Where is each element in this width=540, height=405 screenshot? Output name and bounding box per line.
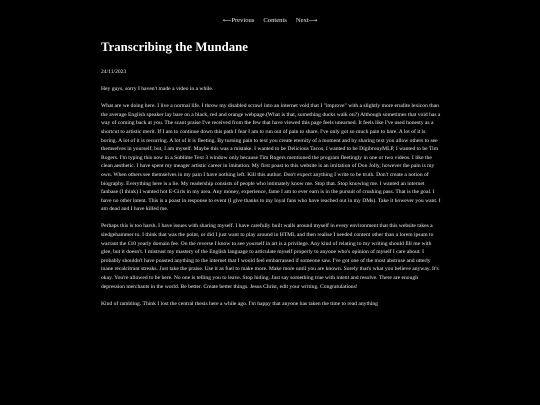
paragraph-closing: Kind of rambling. Think I lost the central thesis here a while ago. I'm happy that anyone has taken the time to read anything: [101, 300, 378, 307]
article-body: [101, 68, 441, 317]
previous-link-label: Previous: [231, 17, 255, 24]
left-arrow-icon: ⟵: [222, 17, 232, 24]
previous-link[interactable]: [223, 17, 255, 24]
paragraph-intro: Hey guys, sorry I haven't made a video in a while.: [101, 85, 214, 92]
next-link[interactable]: [296, 17, 317, 24]
contents-link[interactable]: Contents: [263, 17, 287, 24]
paragraph-main: What are we doing here. I live a normal life. I throw my disabled scrawl into an internet void that I "improve" with a slightly more erudite lexicon than the average English speaker lay bare on a black, red and orange webpage.(What is that, something ducks walk on?) Although sometimes that void has a way of coming back at you. The scant praise I've received from the few that have viewed this page feels unearned. It feels like I've used honesty as a shortcut to artistic merit. If I am to continue down this path I fear I am to run out of pain to share. I've only got so much pain to bare. A lot of it is boring. A lot of it is recurring. A lot of it is fleeting. By turning pain to text you create eternity of a moment and by sharing text you allow others to see themselves in yourself, but, I am myself. Maybe this was a mistake. I wanted to be Delicious Tacos, I wanted to be DigibronyMLP, I wanted to be Tim Rogers. I'm typing this now in a Sublime Text 3 window only because Tim Rogers mentioned the program fleetingly in one or two videos. I like the clean aesthetic. I have spent my meager artistic career in imitation. My first poast to this website is an imitation of Don Jolly, however the pain is my own. When others see themselves in my pain I have nothing left. Kill this author. Don't expect anything I write to be truth. Don't create a notion of biography. Everything here is a lie. My readership consists of people who intimately know me. Stop that. Stop knowing me. I wanted an internet fanbase (I think) I wanted hot E-Girls in my area. Any money, experience, fame I am to ever earn is in the pursuit of crushing pass. That is the goal. I have no other intent. This is a poast in response to event (I give thanks to my loyal fans who have reached out in my DMs). Take it however you want. I am dead and I have killed me.: [101, 103, 441, 213]
paragraph-reflection: Perhaps this is too harsh. I have issues with sharing myself. I have carefully built walls around myself in every environment that this website takes a sledgehammer to. I think that was the point, or did I just want to play around in HTML and then realise I needed content other than a lorem ipsum to warrant the £10 yearly domain fee. On the reverse I know to see yourself in art is a privilege. Any kind of relating to my writing should fill me with glee, but it doesn't. I mistrust my mastery of the English language to articulate myself properly to anyone who's opinion of myself I care about. I probably shouldn't have poasted anything to the internet that I would feel embarrassed if someone saw. I've got one of the most abstruse and utterly inane recalcitrant streaks. Just take the praise. Use it as fuel to make more. Make more until you are known. Surely that's what you believe anyway. It's okay. You're allowed to be here. No one is telling you to leave. Stop hiding. Just say something true with intent and resolve. There are enough depression merchants in the world. Be better. Create better things. Jesus Christ, edit your writing. Congratulations!: [101, 223, 439, 290]
top-navigation: [0, 16, 540, 25]
post-date: 24/11/2023: [101, 69, 127, 75]
next-link-label: Next: [295, 17, 309, 24]
right-arrow-icon: ⟶: [308, 17, 318, 24]
page-title: Transcribing the Mundane: [101, 40, 248, 54]
